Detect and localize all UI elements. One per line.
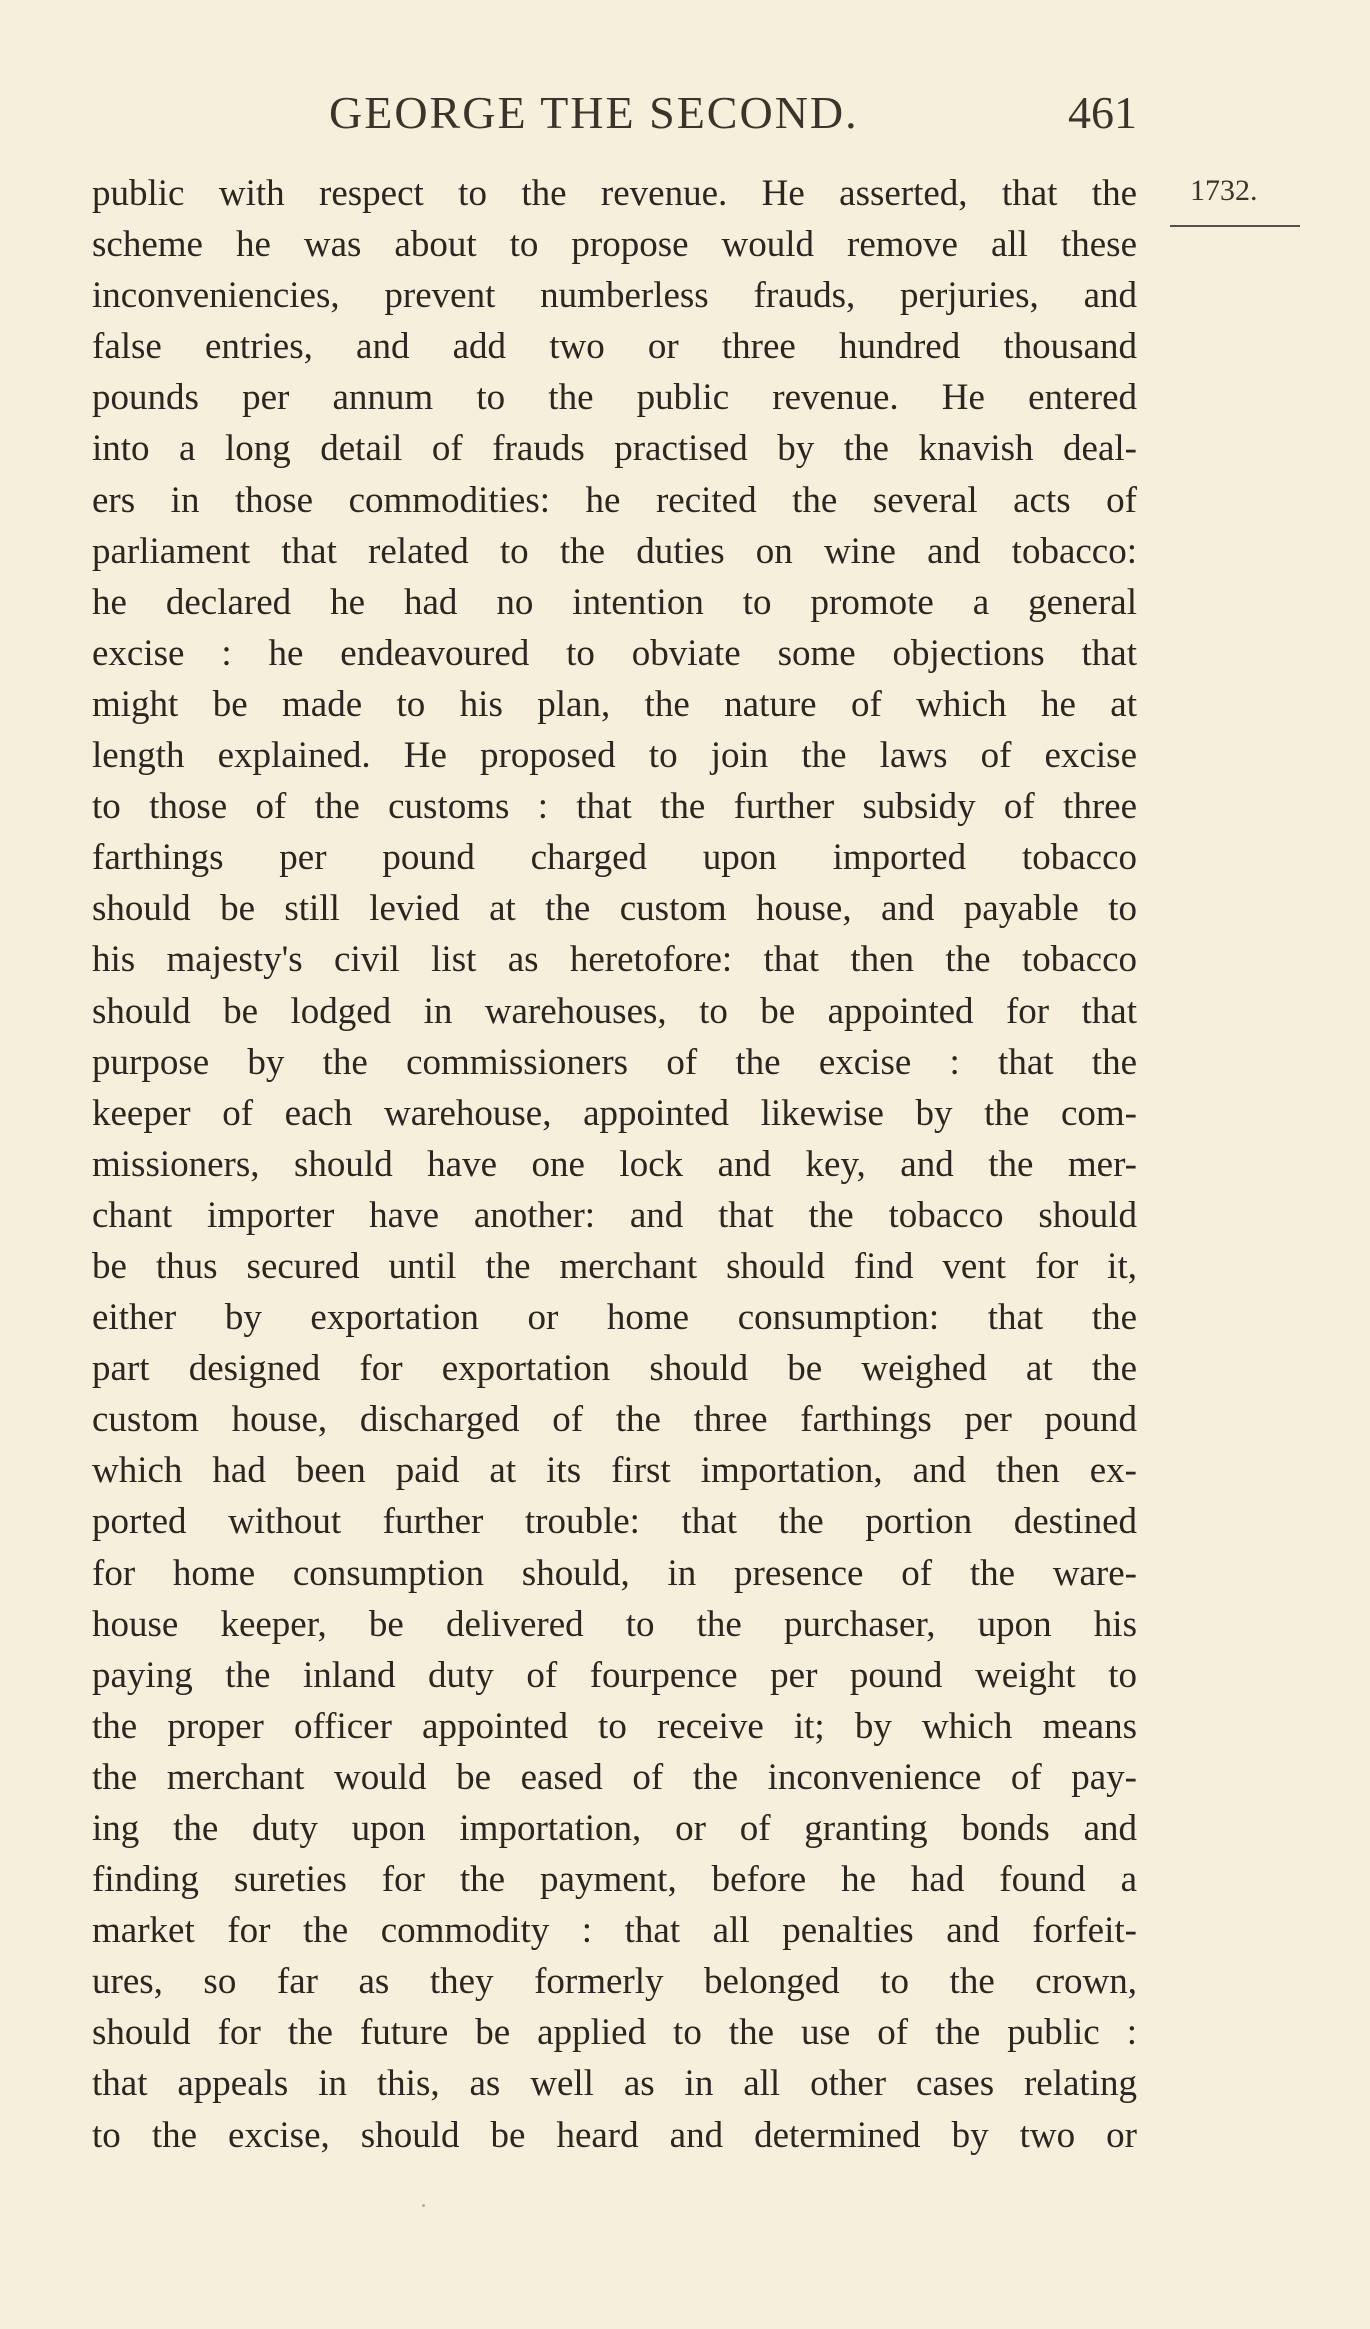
text-line: the merchant would be eased of the inconvenience of pay- bbox=[92, 1756, 1137, 1798]
text-line: market for the commodity : that all penalties and forfeit- bbox=[92, 1910, 1137, 1952]
text-line: that appeals in this, as well as in all other cases relating bbox=[92, 2063, 1137, 2105]
text-line: pounds per annum to the public revenue. He entered bbox=[92, 377, 1137, 419]
text-line: should for the future be applied to the use of the public : bbox=[92, 2012, 1137, 2054]
text-line: ers in those commodities: he recited the several acts of bbox=[92, 479, 1137, 521]
text-line: excise : he endeavoured to obviate some objections that bbox=[92, 632, 1137, 674]
text-line: purpose by the commissioners of the excise : that the bbox=[92, 1041, 1137, 1083]
text-line: length explained. He proposed to join the laws of excise bbox=[92, 735, 1137, 777]
margin-rule bbox=[1170, 225, 1300, 227]
text-line: to those of the customs : that the further subsidy of three bbox=[92, 786, 1137, 828]
text-line: part designed for exportation should be weighed at the bbox=[92, 1348, 1137, 1390]
text-line: finding sureties for the payment, before he had found a bbox=[92, 1859, 1137, 1901]
text-line: house keeper, be delivered to the purchaser, upon his bbox=[92, 1603, 1137, 1645]
text-line: be thus secured until the merchant should find vent for it, bbox=[92, 1245, 1137, 1287]
text-line: paying the inland duty of fourpence per pound weight to bbox=[92, 1654, 1137, 1696]
text-line: into a long detail of frauds practised by the knavish deal- bbox=[92, 428, 1137, 470]
text-line: parliament that related to the duties on wine and tobacco: bbox=[92, 530, 1137, 572]
text-line: either by exportation or home consumption: that the bbox=[92, 1297, 1137, 1339]
page-number: 461 bbox=[1068, 87, 1137, 138]
running-head-title: GEORGE THE SECOND. bbox=[329, 87, 859, 138]
text-line: might be made to his plan, the nature of which he at bbox=[92, 683, 1137, 725]
text-line: scheme he was about to propose would remove all these bbox=[92, 224, 1137, 266]
text-line: missioners, should have one lock and key, and the mer- bbox=[92, 1143, 1137, 1185]
text-line: should be still levied at the custom house, and payable to bbox=[92, 888, 1137, 930]
body-text bbox=[92, 168, 1137, 2161]
text-line: which had been paid at its first importation, and then ex- bbox=[92, 1450, 1137, 1492]
text-line: inconveniencies, prevent numberless frauds, perjuries, and bbox=[92, 275, 1137, 317]
text-line: to the excise, should be heard and determined by two or bbox=[92, 2114, 1137, 2156]
margin-year-note: 1732. bbox=[1190, 174, 1258, 207]
text-line: chant importer have another: and that the tobacco should bbox=[92, 1194, 1137, 1236]
text-line: should be lodged in warehouses, to be appointed for that bbox=[92, 990, 1137, 1032]
text-line: the proper officer appointed to receive it; by which means bbox=[92, 1705, 1137, 1747]
text-line: custom house, discharged of the three farthings per pound bbox=[92, 1399, 1137, 1441]
text-line: for home consumption should, in presence of the ware- bbox=[92, 1552, 1137, 1594]
running-head bbox=[92, 86, 1137, 146]
text-line: farthings per pound charged upon imported tobacco bbox=[92, 837, 1137, 879]
text-line: his majesty's civil list as heretofore: that then the tobacco bbox=[92, 939, 1137, 981]
text-line: ported without further trouble: that the portion destined bbox=[92, 1501, 1137, 1543]
text-line: false entries, and add two or three hundred thousand bbox=[92, 326, 1137, 368]
text-line: ing the duty upon importation, or of granting bonds and bbox=[92, 1808, 1137, 1849]
text-line: ures, so far as they formerly belonged to the crown, bbox=[92, 1961, 1137, 2003]
paper-speck bbox=[422, 2204, 425, 2207]
text-line: he declared he had no intention to promote a general bbox=[92, 581, 1137, 623]
text-line: keeper of each warehouse, appointed likewise by the com- bbox=[92, 1092, 1137, 1134]
text-line: public with respect to the revenue. He asserted, that the bbox=[92, 173, 1137, 214]
